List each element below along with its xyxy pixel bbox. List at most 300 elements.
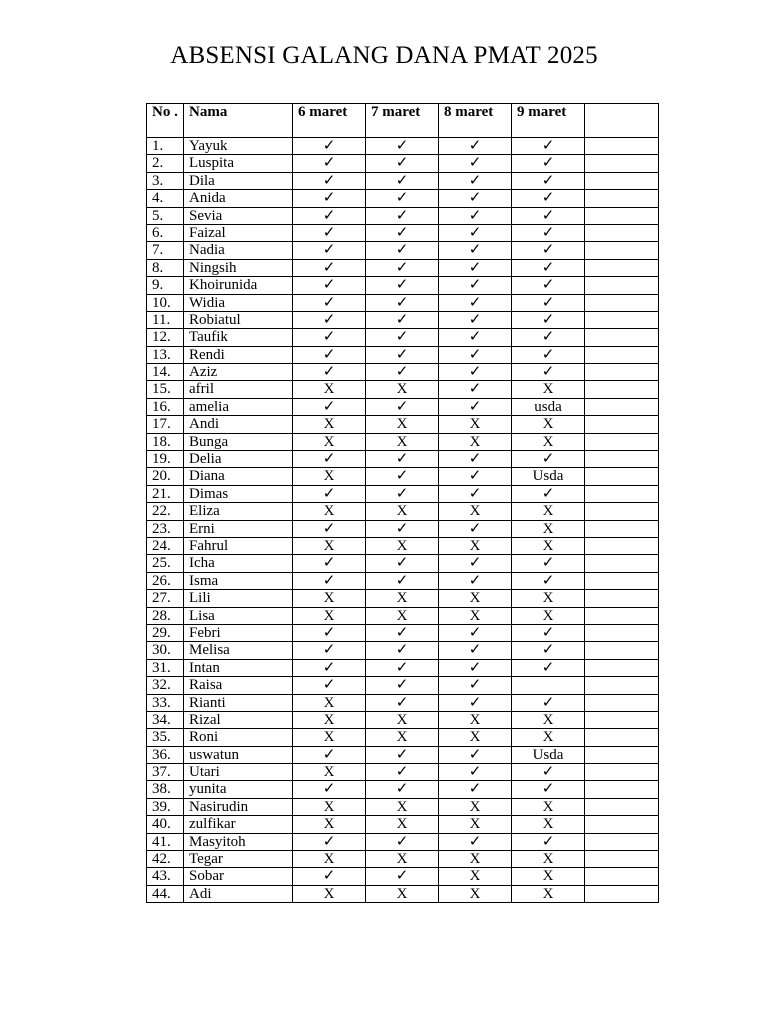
attendance-cell: ✓ — [366, 138, 439, 155]
extra-cell — [585, 277, 659, 294]
table-row — [147, 607, 659, 624]
attendance-cell: ✓ — [366, 764, 439, 781]
table-row — [147, 555, 659, 572]
row-number-cell: 28. — [147, 607, 184, 624]
row-number-cell: 30. — [147, 642, 184, 659]
table-row — [147, 207, 659, 224]
attendance-cell: X — [439, 607, 512, 624]
attendance-cell: X — [439, 537, 512, 554]
row-number-cell: 41. — [147, 833, 184, 850]
extra-cell — [585, 520, 659, 537]
attendance-cell: ✓ — [293, 190, 366, 207]
attendance-cell: ✓ — [366, 346, 439, 363]
attendance-cell: ✓ — [512, 138, 585, 155]
header-9-maret: 9 maret — [512, 104, 585, 138]
attendance-cell: ✓ — [439, 364, 512, 381]
attendance-cell: X — [366, 851, 439, 868]
attendance-cell: ✓ — [366, 398, 439, 415]
name-cell: Nadia — [184, 242, 293, 259]
extra-cell — [585, 451, 659, 468]
attendance-cell: X — [439, 433, 512, 450]
table-row — [147, 451, 659, 468]
attendance-cell: ✓ — [512, 555, 585, 572]
name-cell: uswatun — [184, 746, 293, 763]
attendance-cell: ✓ — [293, 294, 366, 311]
attendance-cell: ✓ — [366, 694, 439, 711]
attendance-cell: ✓ — [366, 207, 439, 224]
extra-cell — [585, 433, 659, 450]
extra-cell — [585, 155, 659, 172]
attendance-cell: ✓ — [293, 555, 366, 572]
attendance-table — [146, 103, 659, 903]
attendance-cell: X — [439, 711, 512, 728]
name-cell: Khoirunida — [184, 277, 293, 294]
attendance-cell: ✓ — [366, 242, 439, 259]
attendance-cell: ✓ — [439, 138, 512, 155]
header-nama: Nama — [184, 104, 293, 138]
attendance-cell: X — [293, 503, 366, 520]
attendance-cell: ✓ — [439, 224, 512, 241]
name-cell: Sobar — [184, 868, 293, 885]
table-row — [147, 277, 659, 294]
table-row — [147, 294, 659, 311]
extra-cell — [585, 364, 659, 381]
attendance-cell: X — [366, 416, 439, 433]
attendance-cell: ✓ — [439, 155, 512, 172]
row-number-cell: 8. — [147, 259, 184, 276]
attendance-cell: ✓ — [293, 746, 366, 763]
row-number-cell: 37. — [147, 764, 184, 781]
name-cell: Isma — [184, 572, 293, 589]
table-row — [147, 746, 659, 763]
attendance-cell: ✓ — [366, 294, 439, 311]
attendance-cell: X — [293, 381, 366, 398]
attendance-cell — [512, 677, 585, 694]
name-cell: zulfikar — [184, 816, 293, 833]
row-number-cell: 23. — [147, 520, 184, 537]
name-cell: Delia — [184, 451, 293, 468]
attendance-cell: ✓ — [293, 520, 366, 537]
attendance-cell: X — [512, 729, 585, 746]
attendance-cell: ✓ — [512, 624, 585, 641]
table-row — [147, 155, 659, 172]
attendance-cell: ✓ — [439, 207, 512, 224]
name-cell: Taufik — [184, 329, 293, 346]
attendance-cell: X — [293, 694, 366, 711]
attendance-cell: X — [439, 798, 512, 815]
attendance-cell: ✓ — [366, 485, 439, 502]
header-6-maret: 6 maret — [293, 104, 366, 138]
name-cell: Luspita — [184, 155, 293, 172]
attendance-cell: X — [512, 868, 585, 885]
attendance-cell: ✓ — [439, 346, 512, 363]
name-cell: Adi — [184, 885, 293, 902]
attendance-cell: ✓ — [366, 155, 439, 172]
name-cell: Lili — [184, 590, 293, 607]
row-number-cell: 3. — [147, 172, 184, 189]
row-number-cell: 4. — [147, 190, 184, 207]
name-cell: Ningsih — [184, 259, 293, 276]
name-cell: Roni — [184, 729, 293, 746]
extra-cell — [585, 781, 659, 798]
name-cell: Intan — [184, 659, 293, 676]
name-cell: Icha — [184, 555, 293, 572]
attendance-cell: X — [512, 503, 585, 520]
attendance-cell: ✓ — [512, 764, 585, 781]
extra-cell — [585, 537, 659, 554]
attendance-cell: X — [366, 816, 439, 833]
attendance-cell: ✓ — [293, 346, 366, 363]
name-cell: Rizal — [184, 711, 293, 728]
name-cell: Faizal — [184, 224, 293, 241]
table-row — [147, 885, 659, 902]
table-row — [147, 381, 659, 398]
row-number-cell: 20. — [147, 468, 184, 485]
name-cell: Robiatul — [184, 311, 293, 328]
extra-cell — [585, 503, 659, 520]
row-number-cell: 25. — [147, 555, 184, 572]
extra-cell — [585, 694, 659, 711]
attendance-cell: ✓ — [293, 572, 366, 589]
row-number-cell: 9. — [147, 277, 184, 294]
attendance-cell: ✓ — [366, 277, 439, 294]
row-number-cell: 33. — [147, 694, 184, 711]
name-cell: yunita — [184, 781, 293, 798]
attendance-cell: ✓ — [293, 242, 366, 259]
row-number-cell: 26. — [147, 572, 184, 589]
attendance-cell: X — [512, 607, 585, 624]
attendance-cell: X — [366, 503, 439, 520]
attendance-cell: ✓ — [512, 833, 585, 850]
attendance-cell: X — [366, 798, 439, 815]
row-number-cell: 29. — [147, 624, 184, 641]
attendance-cell: ✓ — [439, 242, 512, 259]
attendance-cell: ✓ — [366, 659, 439, 676]
row-number-cell: 6. — [147, 224, 184, 241]
attendance-cell: ✓ — [366, 468, 439, 485]
attendance-cell: ✓ — [366, 190, 439, 207]
attendance-cell: ✓ — [439, 398, 512, 415]
attendance-cell: Usda — [512, 468, 585, 485]
row-number-cell: 38. — [147, 781, 184, 798]
table-row — [147, 416, 659, 433]
attendance-cell: X — [366, 729, 439, 746]
table-row — [147, 311, 659, 328]
attendance-cell: ✓ — [293, 259, 366, 276]
attendance-cell: X — [366, 607, 439, 624]
row-number-cell: 14. — [147, 364, 184, 381]
extra-cell — [585, 207, 659, 224]
attendance-cell: ✓ — [293, 329, 366, 346]
attendance-cell: ✓ — [293, 364, 366, 381]
attendance-cell: X — [293, 729, 366, 746]
attendance-cell: ✓ — [293, 833, 366, 850]
attendance-cell: X — [293, 433, 366, 450]
row-number-cell: 18. — [147, 433, 184, 450]
row-number-cell: 42. — [147, 851, 184, 868]
table-row — [147, 346, 659, 363]
attendance-cell: X — [366, 537, 439, 554]
name-cell: Dimas — [184, 485, 293, 502]
extra-cell — [585, 172, 659, 189]
row-number-cell: 7. — [147, 242, 184, 259]
name-cell: Dila — [184, 172, 293, 189]
attendance-cell: ✓ — [512, 242, 585, 259]
extra-cell — [585, 711, 659, 728]
attendance-cell: ✓ — [366, 259, 439, 276]
extra-cell — [585, 729, 659, 746]
attendance-cell: ✓ — [512, 277, 585, 294]
name-cell: Fahrul — [184, 537, 293, 554]
extra-cell — [585, 798, 659, 815]
row-number-cell: 21. — [147, 485, 184, 502]
table-row — [147, 781, 659, 798]
extra-cell — [585, 398, 659, 415]
attendance-cell: ✓ — [512, 346, 585, 363]
name-cell: Andi — [184, 416, 293, 433]
extra-cell — [585, 294, 659, 311]
row-number-cell: 32. — [147, 677, 184, 694]
table-row — [147, 172, 659, 189]
name-cell: Nasirudin — [184, 798, 293, 815]
extra-cell — [585, 746, 659, 763]
row-number-cell: 16. — [147, 398, 184, 415]
table-row — [147, 624, 659, 641]
name-cell: amelia — [184, 398, 293, 415]
attendance-cell: X — [512, 851, 585, 868]
header-8-maret: 8 maret — [439, 104, 512, 138]
row-number-cell: 27. — [147, 590, 184, 607]
extra-cell — [585, 468, 659, 485]
attendance-cell: X — [512, 711, 585, 728]
attendance-cell: ✓ — [439, 294, 512, 311]
attendance-cell: ✓ — [439, 520, 512, 537]
attendance-cell: ✓ — [366, 555, 439, 572]
attendance-cell: ✓ — [293, 311, 366, 328]
table-row — [147, 851, 659, 868]
attendance-cell: X — [512, 816, 585, 833]
attendance-cell: ✓ — [366, 572, 439, 589]
attendance-cell: ✓ — [439, 833, 512, 850]
table-row — [147, 833, 659, 850]
attendance-cell: X — [512, 416, 585, 433]
attendance-cell: ✓ — [439, 190, 512, 207]
attendance-cell: ✓ — [439, 694, 512, 711]
row-number-cell: 44. — [147, 885, 184, 902]
attendance-cell: ✓ — [293, 138, 366, 155]
extra-cell — [585, 816, 659, 833]
attendance-cell: ✓ — [366, 642, 439, 659]
attendance-cell: X — [512, 537, 585, 554]
table-row — [147, 764, 659, 781]
attendance-cell: ✓ — [293, 485, 366, 502]
attendance-cell: ✓ — [512, 364, 585, 381]
attendance-cell: X — [293, 816, 366, 833]
name-cell: Bunga — [184, 433, 293, 450]
attendance-cell: ✓ — [439, 659, 512, 676]
name-cell: Diana — [184, 468, 293, 485]
attendance-cell: X — [366, 885, 439, 902]
attendance-cell: ✓ — [512, 572, 585, 589]
table-row — [147, 329, 659, 346]
extra-cell — [585, 624, 659, 641]
attendance-cell: ✓ — [512, 451, 585, 468]
attendance-cell: ✓ — [439, 259, 512, 276]
table-row — [147, 433, 659, 450]
attendance-cell: ✓ — [366, 329, 439, 346]
header-empty — [585, 104, 659, 138]
attendance-cell: ✓ — [293, 172, 366, 189]
extra-cell — [585, 833, 659, 850]
extra-cell — [585, 311, 659, 328]
row-number-cell: 31. — [147, 659, 184, 676]
attendance-cell: ✓ — [512, 659, 585, 676]
extra-cell — [585, 885, 659, 902]
name-cell: Lisa — [184, 607, 293, 624]
extra-cell — [585, 642, 659, 659]
attendance-cell: X — [366, 711, 439, 728]
attendance-cell: X — [293, 468, 366, 485]
attendance-cell: ✓ — [512, 172, 585, 189]
row-number-cell: 11. — [147, 311, 184, 328]
table-row — [147, 590, 659, 607]
name-cell: Rendi — [184, 346, 293, 363]
attendance-cell: ✓ — [293, 624, 366, 641]
name-cell: Eliza — [184, 503, 293, 520]
attendance-cell: ✓ — [366, 833, 439, 850]
attendance-cell: ✓ — [293, 224, 366, 241]
row-number-cell: 10. — [147, 294, 184, 311]
attendance-cell: ✓ — [366, 624, 439, 641]
attendance-cell: X — [366, 433, 439, 450]
attendance-cell: ✓ — [439, 677, 512, 694]
extra-cell — [585, 329, 659, 346]
attendance-cell: ✓ — [512, 485, 585, 502]
extra-cell — [585, 851, 659, 868]
attendance-cell: ✓ — [366, 364, 439, 381]
table-row — [147, 642, 659, 659]
attendance-cell: ✓ — [439, 572, 512, 589]
table-row — [147, 398, 659, 415]
attendance-cell: ✓ — [512, 224, 585, 241]
attendance-cell: ✓ — [293, 677, 366, 694]
row-number-cell: 40. — [147, 816, 184, 833]
extra-cell — [585, 868, 659, 885]
table-row — [147, 485, 659, 502]
attendance-cell: X — [293, 798, 366, 815]
attendance-cell: ✓ — [366, 868, 439, 885]
table-row — [147, 729, 659, 746]
attendance-cell: X — [439, 416, 512, 433]
attendance-cell: ✓ — [366, 746, 439, 763]
attendance-cell: ✓ — [512, 329, 585, 346]
attendance-cell: usda — [512, 398, 585, 415]
attendance-cell: X — [512, 433, 585, 450]
attendance-cell: ✓ — [366, 781, 439, 798]
extra-cell — [585, 677, 659, 694]
row-number-cell: 43. — [147, 868, 184, 885]
table-row — [147, 138, 659, 155]
row-number-cell: 2. — [147, 155, 184, 172]
attendance-cell: ✓ — [293, 781, 366, 798]
table-row — [147, 242, 659, 259]
attendance-cell: ✓ — [439, 746, 512, 763]
attendance-cell: ✓ — [366, 677, 439, 694]
row-number-cell: 36. — [147, 746, 184, 763]
attendance-cell: ✓ — [439, 781, 512, 798]
row-number-cell: 24. — [147, 537, 184, 554]
table-header-row — [147, 104, 659, 138]
attendance-cell: X — [439, 590, 512, 607]
extra-cell — [585, 555, 659, 572]
attendance-cell: ✓ — [293, 207, 366, 224]
attendance-cell: ✓ — [293, 659, 366, 676]
table-row — [147, 259, 659, 276]
table-row — [147, 798, 659, 815]
attendance-cell: X — [366, 381, 439, 398]
row-number-cell: 5. — [147, 207, 184, 224]
attendance-cell: X — [293, 607, 366, 624]
attendance-cell: ✓ — [439, 451, 512, 468]
attendance-cell: X — [293, 711, 366, 728]
attendance-cell: X — [439, 885, 512, 902]
attendance-cell: X — [293, 537, 366, 554]
extra-cell — [585, 259, 659, 276]
extra-cell — [585, 659, 659, 676]
attendance-cell: ✓ — [439, 624, 512, 641]
attendance-cell: ✓ — [293, 868, 366, 885]
table-row — [147, 520, 659, 537]
extra-cell — [585, 485, 659, 502]
attendance-cell: ✓ — [366, 311, 439, 328]
name-cell: Anida — [184, 190, 293, 207]
attendance-cell: Usda — [512, 746, 585, 763]
extra-cell — [585, 764, 659, 781]
name-cell: Aziz — [184, 364, 293, 381]
extra-cell — [585, 572, 659, 589]
name-cell: Raisa — [184, 677, 293, 694]
attendance-cell: ✓ — [512, 207, 585, 224]
name-cell: Masyitoh — [184, 833, 293, 850]
extra-cell — [585, 416, 659, 433]
attendance-cell: X — [439, 816, 512, 833]
header-7-maret: 7 maret — [366, 104, 439, 138]
attendance-cell: ✓ — [439, 277, 512, 294]
extra-cell — [585, 190, 659, 207]
table-row — [147, 224, 659, 241]
table-row — [147, 190, 659, 207]
header-no: No . — [147, 104, 184, 138]
row-number-cell: 1. — [147, 138, 184, 155]
extra-cell — [585, 138, 659, 155]
table-row — [147, 694, 659, 711]
extra-cell — [585, 607, 659, 624]
attendance-cell: ✓ — [293, 398, 366, 415]
table-row — [147, 572, 659, 589]
extra-cell — [585, 224, 659, 241]
attendance-cell: ✓ — [366, 224, 439, 241]
attendance-cell: ✓ — [439, 311, 512, 328]
attendance-cell: ✓ — [439, 642, 512, 659]
name-cell: Tegar — [184, 851, 293, 868]
attendance-cell: ✓ — [439, 329, 512, 346]
attendance-cell: ✓ — [366, 520, 439, 537]
attendance-cell: ✓ — [512, 642, 585, 659]
attendance-cell: ✓ — [512, 259, 585, 276]
attendance-cell: X — [512, 798, 585, 815]
attendance-cell: ✓ — [439, 172, 512, 189]
attendance-cell: X — [293, 590, 366, 607]
